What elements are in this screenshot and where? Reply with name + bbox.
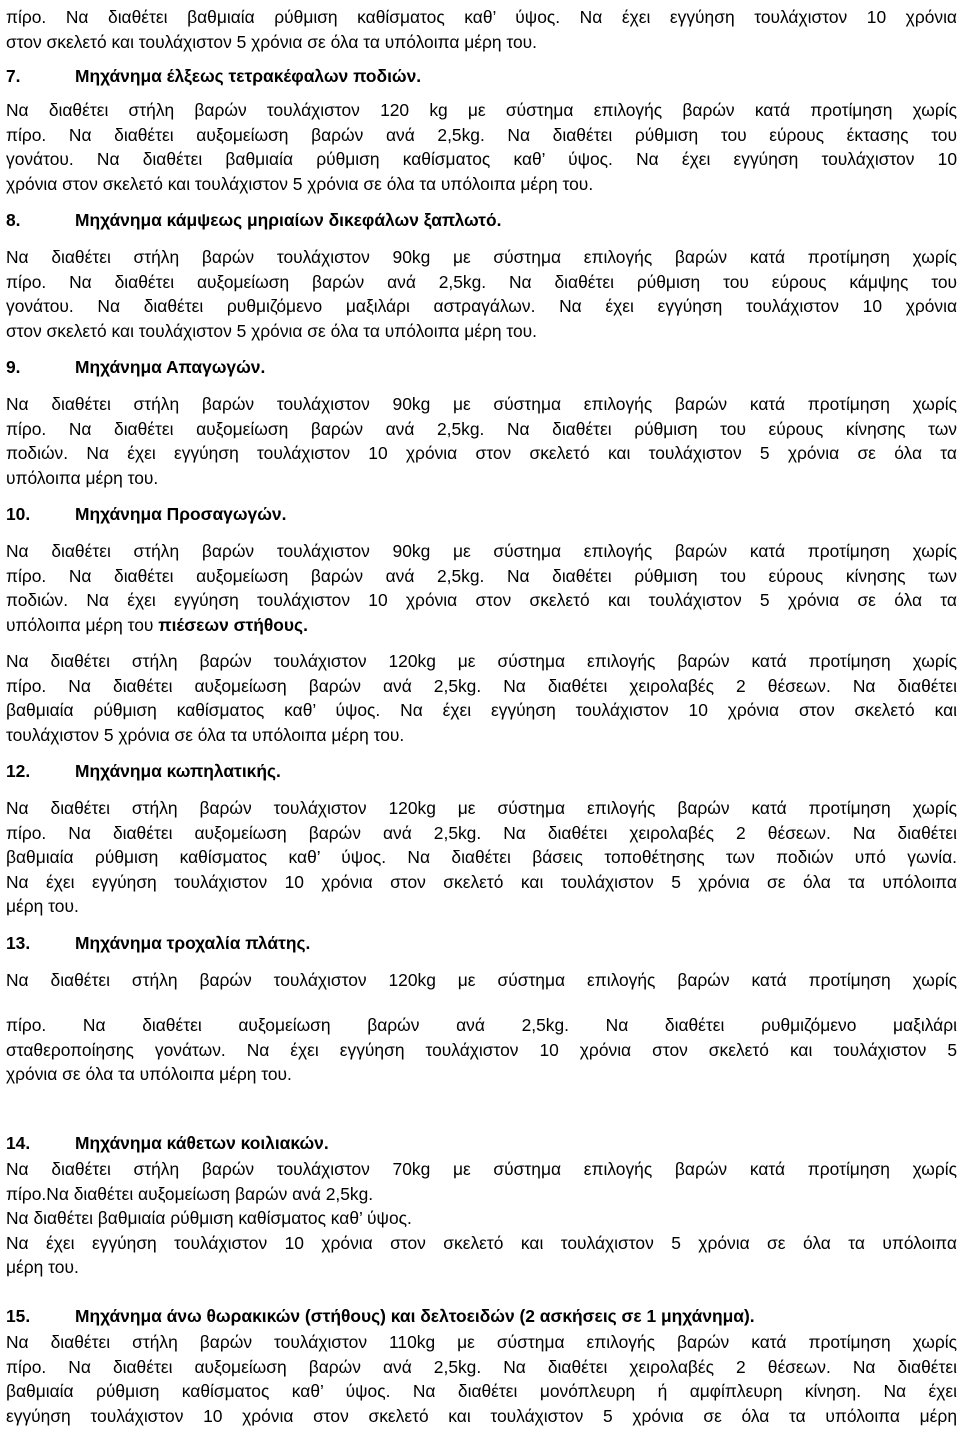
paragraph-line [6, 649, 957, 674]
paragraph-line [6, 466, 957, 491]
line-text: πίρο. Να διαθέτει αυξομείωση βαρών ανά 2,5kg. Να διαθέτει χειρολαβές 2 θέσεων. Να διαθέτει [6, 1356, 957, 1377]
section-number: 13. [6, 933, 31, 953]
line-text: Να έχει εγγύηση τουλάχιστον 10 χρόνια στον σκελετό και τουλάχιστον 5 χρόνια σε όλα τα υπόλοιπα [6, 871, 957, 892]
section-heading [6, 1131, 957, 1156]
line-text: χρόνια σε όλα τα υπόλοιπα μέρη του. [6, 1064, 292, 1084]
paragraph-line [6, 5, 957, 30]
paragraph-line [6, 1404, 957, 1429]
line-text: Να έχει εγγύηση τουλάχιστον 10 χρόνια στον σκελετό και τουλάχιστον 5 χρόνια σε όλα τα υπόλοιπα [6, 1232, 957, 1253]
line-text: πίρο. Να διαθέτει αυξομείωση βαρών ανά 2,5kg. Να διαθέτει ρύθμιση του εύρους κίνησης των [6, 418, 957, 439]
line-text: πίρο. Να διαθέτει αυξομείωση βαρών ανά 2,5kg. Να διαθέτει χειρολαβές 2 θέσεων. Να διαθέτει [6, 675, 957, 696]
line-text: υπόλοιπα μέρη του. [6, 467, 159, 488]
paragraph-line [6, 1355, 957, 1380]
line-text: εγγύηση τουλάχιστον 10 χρόνια στον σκελετό και τουλάχιστον 5 χρόνια σε όλα τα υπόλοιπα μέρη [6, 1405, 957, 1426]
section-title: Μηχάνημα Προσαγωγών. [75, 504, 287, 524]
paragraph-line [6, 172, 957, 197]
line-text: πίρο. Να διαθέτει αυξομείωση βαρών ανά 2,5kg. Να διαθέτει ρύθμιση του εύρους κίνησης των [6, 565, 957, 586]
paragraph-line [6, 674, 957, 699]
section-number: 10. [6, 504, 31, 524]
line-text: Να διαθέτει στήλη βαρών τουλάχιστον 120kg με σύστημα επιλογής βαρών κατά προτίμηση χωρίς [6, 970, 957, 990]
line-text: βαθμιαία ρύθμιση καθίσματος καθ’ ύψος. Να διαθέτει βάσεις τοποθέτησης των ποδιών υπό γωνία. [6, 847, 957, 867]
section-number: 8. [6, 210, 21, 230]
paragraph-line [6, 698, 957, 723]
line-text: μέρη του. [6, 896, 79, 916]
section-heading [6, 208, 957, 233]
line-text: Να διαθέτει στήλη βαρών τουλάχιστον 90kg με σύστημα επιλογής βαρών κατά προτίμηση χωρίς [6, 394, 957, 414]
paragraph-line [6, 392, 957, 417]
section-number: 15. [6, 1306, 31, 1326]
line-text: τουλάχιστον 5 χρόνια σε όλα τα υπόλοιπα μέρη του. [6, 724, 405, 745]
paragraph-line [6, 1255, 957, 1280]
paragraph-line [6, 319, 957, 344]
paragraph-line [6, 245, 957, 270]
line-text: χρόνια στον σκελετό και τουλάχιστον 5 χρόνια σε όλα τα υπόλοιπα μέρη του. [6, 173, 594, 194]
line-text: Να διαθέτει στήλη βαρών τουλάχιστον 120kg με σύστημα επιλογής βαρών κατά προτίμηση χωρίς [6, 798, 957, 818]
section-title: Μηχάνημα άνω θωρακικών (στήθους) και δελτοειδών (2 ασκήσεις σε 1 μηχάνημα). [75, 1306, 755, 1326]
paragraph-line [6, 1013, 957, 1038]
section-title: Μηχάνημα έλξεως τετρακέφαλων ποδιών. [75, 66, 422, 86]
paragraph-line [6, 968, 957, 993]
line-text: υπόλοιπα μέρη του [6, 614, 159, 635]
line-text: στον σκελετό και τουλάχιστον 5 χρόνια σε όλα τα υπόλοιπα μέρη του. [6, 31, 538, 52]
line-text: ποδιών. Να έχει εγγύηση τουλάχιστον 10 χρόνια στον σκελετό και τουλάχιστον 5 χρόνια σε όλα τα [6, 443, 957, 463]
paragraph-line [6, 821, 957, 846]
paragraph-line [6, 417, 957, 442]
line-text: βαθμιαία ρύθμιση καθίσματος καθ’ ύψος. Να έχει εγγύηση τουλάχιστον 10 χρόνια στον σκελετό και [6, 700, 957, 720]
section-heading [6, 759, 957, 784]
line-text: πίρο. Να διαθέτει αυξομείωση βαρών ανά 2,5kg. Να διαθέτει χειρολαβές 2 θέσεων. Να διαθέτει [6, 822, 957, 843]
paragraph-line [6, 564, 957, 589]
section-heading [6, 355, 957, 380]
paragraph-line [6, 1330, 957, 1355]
paragraph-line [6, 147, 957, 172]
paragraph-line [6, 588, 957, 613]
section-title: Μηχάνημα κωπηλατικής. [75, 761, 281, 781]
section-number: 7. [6, 66, 21, 86]
paragraph-line [6, 539, 957, 564]
section-heading [6, 1304, 957, 1329]
paragraph-line [6, 1206, 957, 1231]
paragraph-line [6, 1182, 957, 1207]
section-heading [6, 931, 957, 956]
paragraph-line [6, 1231, 957, 1256]
line-text: πίρο. Να διαθέτει αυξομείωση βαρών ανά 2,5kg. Να διαθέτει ρυθμιζόμενο μαξιλάρι [6, 1015, 957, 1035]
paragraph-line [6, 30, 957, 55]
line-text: γονάτου. Να διαθέτει βαθμιαία ρύθμιση καθίσματος καθ’ ύψος. Να έχει εγγύηση τουλάχιστον 10 [6, 149, 957, 169]
line-text: Να διαθέτει στήλη βαρών τουλάχιστον 90kg με σύστημα επιλογής βαρών κατά προτίμηση χωρίς [6, 541, 957, 561]
section-title: Μηχάνημα κάθετων κοιλιακών. [75, 1133, 329, 1153]
paragraph-line [6, 723, 957, 748]
section-number: 9. [6, 357, 21, 377]
paragraph-line [6, 123, 957, 148]
paragraph-line [6, 894, 957, 919]
line-text: γονάτου. Να διαθέτει ρυθμιζόμενο μαξιλάρι αστραγάλων. Να έχει εγγύηση τουλάχιστον 10 χρόνια [6, 296, 957, 316]
section-title: Μηχάνημα κάμψεως μηριαίων δικεφάλων ξαπλωτό. [75, 210, 502, 230]
section-heading [6, 502, 957, 527]
line-text: Να διαθέτει στήλη βαρών τουλάχιστον 120 kg με σύστημα επιλογής βαρών κατά προτίμηση χωρίς [6, 100, 957, 120]
section-title: Μηχάνημα τροχαλία πλάτης. [75, 933, 311, 953]
line-text: Να διαθέτει στήλη βαρών τουλάχιστον 110kg με σύστημα επιλογής βαρών κατά προτίμηση χωρίς [6, 1332, 957, 1352]
line-text: ποδιών. Να έχει εγγύηση τουλάχιστον 10 χρόνια στον σκελετό και τουλάχιστον 5 χρόνια σε όλα τα [6, 590, 957, 610]
line-text: Να διαθέτει στήλη βαρών τουλάχιστον 90kg με σύστημα επιλογής βαρών κατά προτίμηση χωρίς [6, 247, 957, 267]
paragraph-line [6, 613, 957, 638]
line-text: Να διαθέτει βαθμιαία ρύθμιση καθίσματος καθ’ ύψος. [6, 1208, 412, 1228]
section-number: 12. [6, 761, 31, 781]
paragraph-line [6, 1062, 957, 1087]
paragraph-line [6, 870, 957, 895]
line-text: σταθεροποίησης γονάτων. Να έχει εγγύηση τουλάχιστον 10 χρόνια στον σκελετό και τουλάχιστον 5 [6, 1039, 957, 1060]
line-text: Να διαθέτει στήλη βαρών τουλάχιστον 120kg με σύστημα επιλογής βαρών κατά προτίμηση χωρίς [6, 651, 957, 671]
line-text: πίρο. Να διαθέτει αυξομείωση βαρών ανά 2,5kg. Να διαθέτει ρύθμιση του εύρους κάμψης του [6, 271, 957, 292]
section-number: 14. [6, 1133, 31, 1153]
bold-text: πιέσεων στήθους. [158, 614, 308, 635]
paragraph-line [6, 98, 957, 123]
paragraph-line [6, 796, 957, 821]
section-title: Μηχάνημα Απαγωγών. [75, 357, 266, 377]
section-heading [6, 64, 957, 89]
line-text: πίρο. Να διαθέτει βαθμιαία ρύθμιση καθίσματος καθ’ ύψος. Να έχει εγγύηση τουλάχιστον 10 χρόνια [6, 7, 957, 27]
line-text: πίρο.Να διαθέτει αυξομείωση βαρών ανά 2,5kg. [6, 1183, 374, 1204]
paragraph-line [6, 270, 957, 295]
paragraph-line [6, 845, 957, 870]
paragraph-line [6, 1379, 957, 1404]
paragraph-line [6, 441, 957, 466]
line-text: Να διαθέτει στήλη βαρών τουλάχιστον 70kg με σύστημα επιλογής βαρών κατά προτίμηση χωρίς [6, 1159, 957, 1179]
paragraph-line [6, 1157, 957, 1182]
line-text: μέρη του. [6, 1257, 79, 1277]
paragraph-line [6, 1038, 957, 1063]
line-text: πίρο. Να διαθέτει αυξομείωση βαρών ανά 2,5kg. Να διαθέτει ρύθμιση του εύρους έκτασης του [6, 124, 957, 145]
paragraph-line [6, 294, 957, 319]
line-text: βαθμιαία ρύθμιση καθίσματος καθ’ ύψος. Να διαθέτει μονόπλευρη ή αμφίπλευρη κίνηση. Να έχει [6, 1381, 957, 1401]
line-text: στον σκελετό και τουλάχιστον 5 χρόνια σε όλα τα υπόλοιπα μέρη του. [6, 320, 538, 341]
